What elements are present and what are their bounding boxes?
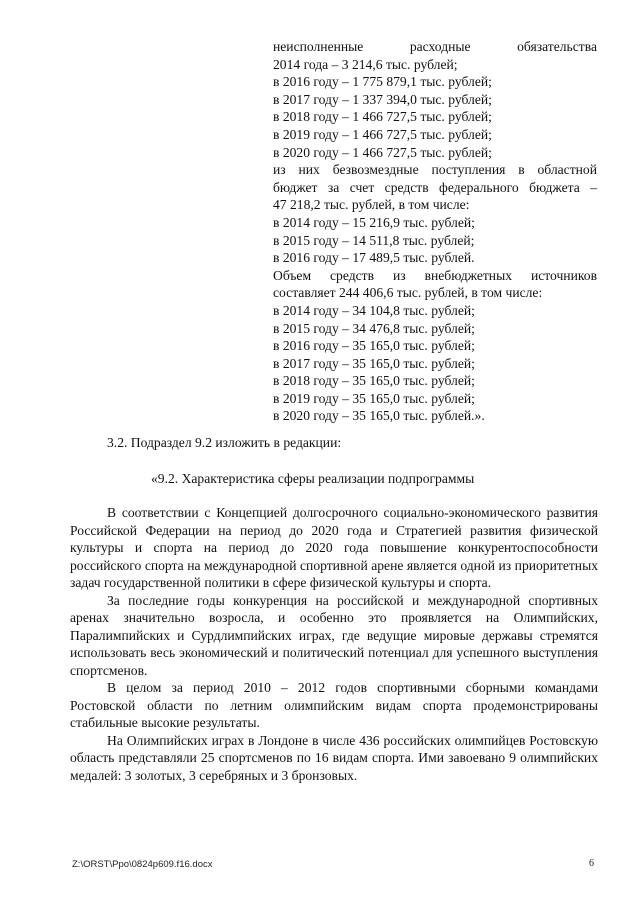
- paragraph: На Олимпийских играх в Лондоне в числе 436 российских олимпийцев Ростовскую область представляли 25 спортсменов по 16 видам спорта. Ими завоевано 9 олимпийских медалей: 3 золотых, 3 серебряных и 3 бронзовых.: [70, 732, 598, 783]
- federal-line-2: бюджет за счет средств федерального бюджета –: [273, 179, 597, 195]
- word: неисполненные: [273, 39, 364, 54]
- extra-year-line: в 2019 году – 35 165,0 тыс. рублей;: [273, 390, 475, 406]
- budget-line: в 2017 году – 1 337 394,0 тыс. рублей;: [273, 91, 492, 107]
- word: обязательства: [517, 39, 597, 54]
- paragraph: В соответствии с Концепцией долгосрочного социально-экономического развития Российской Федерации на период до 2020 года и Стратегией развития физической культуры и спорта на период до 2020 года повышение конкурентоспособности российского спорта на международной спортивной арене является одной из приоритетных задач государственной политики в сфере физической культуры и спорта.: [70, 505, 598, 590]
- federal-line-3: 47 218,2 тыс. рублей, в том числе:: [273, 197, 470, 213]
- federal-line-1: из них безвозмездные поступления в областной: [273, 162, 597, 178]
- body-text: [70, 504, 598, 784]
- budget-line: в 2018 году – 1 466 727,5 тыс. рублей;: [273, 109, 492, 125]
- subsection-title: «9.2. Характеристика сферы реализации подпрограммы: [151, 471, 475, 486]
- federal-year-line: в 2016 году – 17 489,5 тыс. рублей.: [273, 250, 475, 266]
- federal-year-line: в 2015 году – 14 511,8 тыс. рублей;: [273, 232, 475, 248]
- budget-line: в 2020 году – 1 466 727,5 тыс. рублей;: [273, 144, 492, 160]
- federal-year-line: в 2014 году – 15 216,9 тыс. рублей;: [273, 214, 475, 230]
- word: расходные: [409, 39, 471, 54]
- paragraph: За последние годы конкуренция на российской и международной спортивных аренах значительно возросла, и особенно это проявляется на Олимпийских, Паралимпийских и Сурдлимпийских играх, где ведущие мировые державы стремятся использовать весь экономический и политический потенциал для успешного выступления спортсменов.: [70, 592, 598, 678]
- extra-year-line: в 2017 году – 35 165,0 тыс. рублей;: [273, 355, 475, 371]
- extra-year-line: в 2020 году – 35 165,0 тыс. рублей.».: [273, 408, 485, 424]
- budget-line: в 2019 году – 1 466 727,5 тыс. рублей;: [273, 126, 492, 142]
- page-number: 6: [589, 858, 594, 869]
- extra-line-1: Объем средств из внебюджетных источников: [273, 267, 597, 283]
- budget-line-1: [273, 38, 597, 56]
- budget-block: [273, 38, 597, 425]
- extra-year-line: в 2016 году – 35 165,0 тыс. рублей;: [273, 338, 475, 354]
- extra-year-line: в 2015 году – 34 476,8 тыс. рублей;: [273, 320, 475, 336]
- budget-line: 2014 года – 3 214,6 тыс. рублей;: [273, 56, 458, 72]
- paragraph: В целом за период 2010 – 2012 годов спортивными сборными командами Ростовской области по летним олимпийским видам спорта продемонстрированы стабильные высокие результаты.: [70, 680, 598, 730]
- footer-file-path: Z:\ORST\Ppo\0824p609.f16.docx: [72, 859, 213, 870]
- section-heading: 3.2. Подраздел 9.2 изложить в редакции:: [107, 435, 342, 450]
- budget-line: в 2016 году – 1 775 879,1 тыс. рублей;: [273, 74, 492, 90]
- extra-year-line: в 2014 году – 34 104,8 тыс. рублей;: [273, 302, 475, 318]
- extra-line-2: составляет 244 406,6 тыс. рублей, в том числе:: [273, 285, 543, 301]
- extra-year-line: в 2018 году – 35 165,0 тыс. рублей;: [273, 373, 475, 389]
